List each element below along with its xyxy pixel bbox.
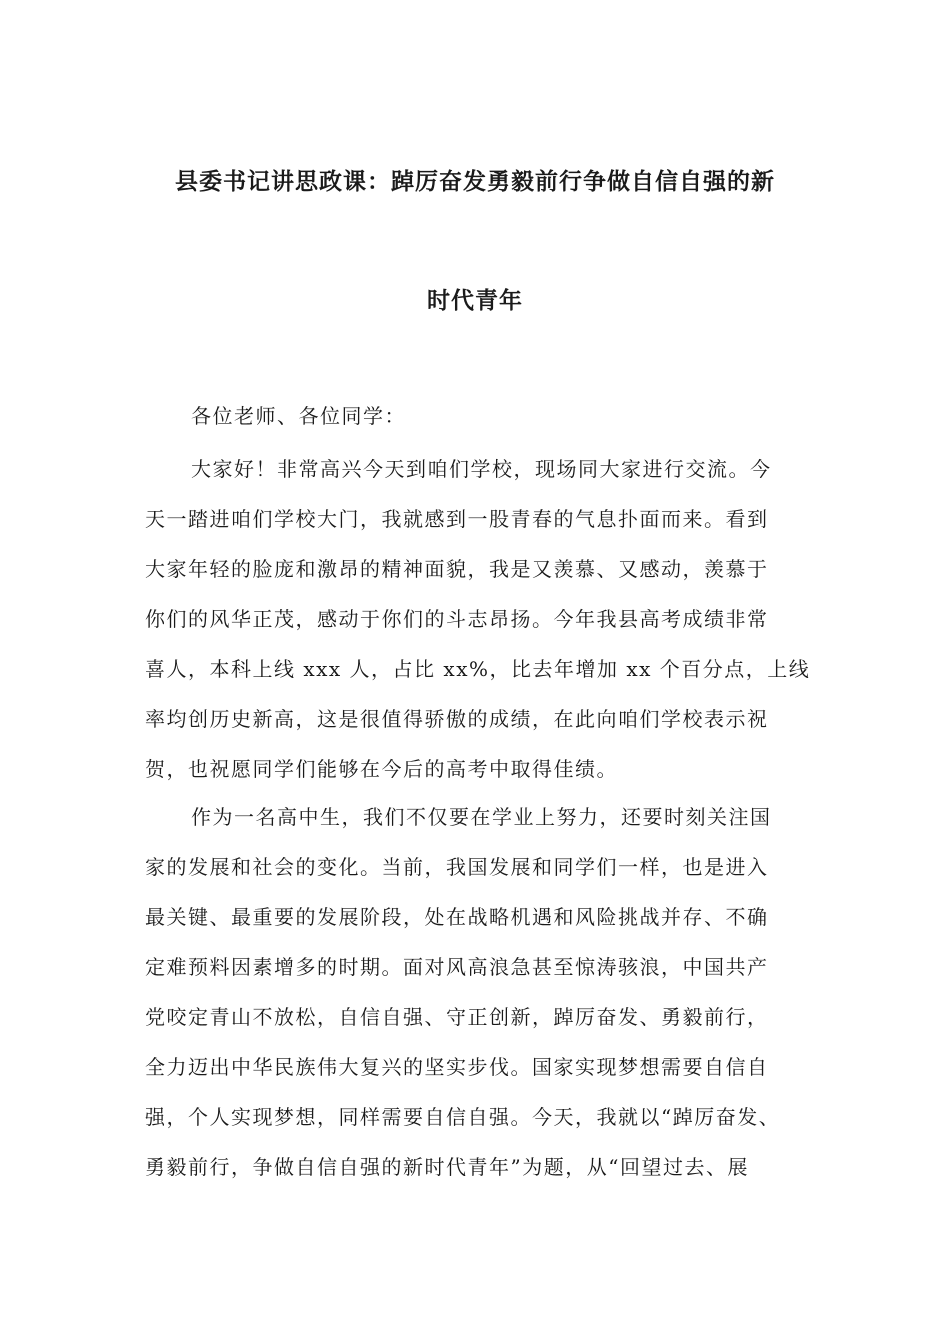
- body-line: 贺，也祝愿同学们能够在今后的高考中取得佳绩。: [145, 757, 618, 781]
- body-line: 强，个人实现梦想，同样需要自信自强。今天，我就以“踔厉奋发、: [145, 1105, 781, 1129]
- body-line: 作为一名高中生，我们不仅要在学业上努力，还要时刻关注国: [191, 805, 772, 829]
- body-line: 勇毅前行，争做自信自强的新时代青年”为题，从“回望过去、展: [145, 1155, 749, 1179]
- body-line: 大家好！非常高兴今天到咱们学校，现场同大家进行交流。今: [191, 457, 772, 481]
- body-line: 家的发展和社会的变化。当前，我国发展和同学们一样，也是进入: [145, 855, 769, 879]
- body-line: 全力迈出中华民族伟大复兴的坚实步伐。国家实现梦想需要自信自: [145, 1055, 769, 1079]
- body-line: 你们的风华正茂，感动于你们的斗志昂扬。今年我县高考成绩非常: [145, 607, 769, 631]
- body-line: 党咬定青山不放松，自信自强、守正创新，踔厉奋发、勇毅前行，: [145, 1005, 769, 1029]
- body-line: 天一踏进咱们学校大门，我就感到一股青春的气息扑面而来。看到: [145, 507, 769, 531]
- body-line: 定难预料因素增多的时期。面对风高浪急甚至惊涛骇浪，中国共产: [145, 955, 769, 979]
- salutation: 各位老师、各位同学：: [191, 404, 406, 428]
- body-line: 率均创历史新高，这是很值得骄傲的成绩，在此向咱们学校表示祝: [145, 707, 769, 731]
- document-title-line-2: 时代青年: [427, 288, 523, 314]
- body-line: 最关键、最重要的发展阶段，处在战略机遇和风险挑战并存、不确: [145, 905, 769, 929]
- body-line: 大家年轻的脸庞和激昂的精神面貌，我是又羡慕、又感动，羡慕于: [145, 557, 769, 581]
- document-title-line-1: 县委书记讲思政课：踔厉奋发勇毅前行争做自信自强的新: [175, 169, 775, 195]
- body-line: 喜人，本科上线 xxx 人，占比 xx%，比去年增加 xx 个百分点，上线: [145, 657, 811, 681]
